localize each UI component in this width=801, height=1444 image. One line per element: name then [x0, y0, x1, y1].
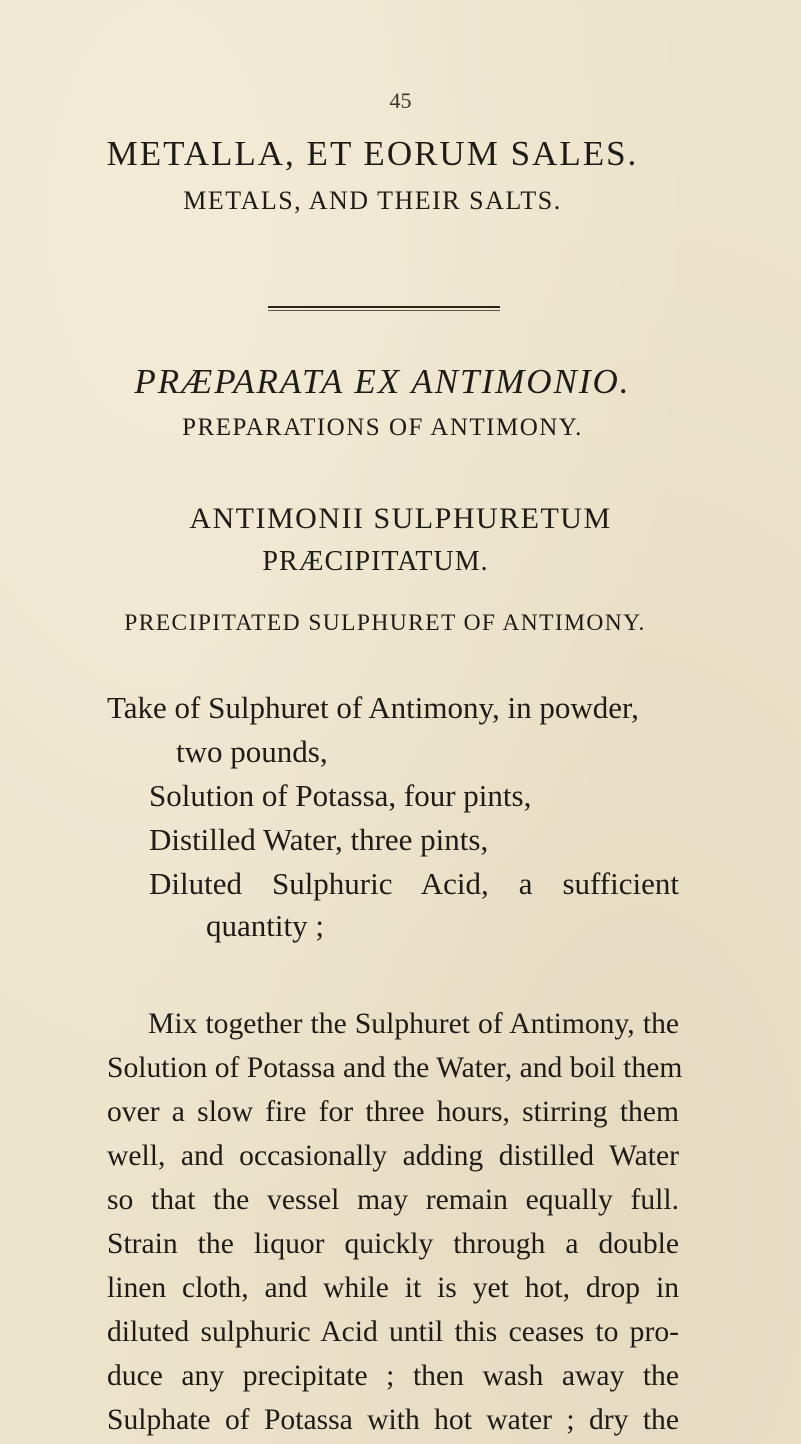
- paragraph-line: so that the vessel may remain equally full.: [107, 1184, 679, 1216]
- preparation-heading-english: PRECIPITATED SULPHURET OF ANTIMONY.: [124, 610, 646, 636]
- paragraph-line: diluted sulphuric Acid until this ceases to pro-: [107, 1316, 679, 1348]
- chapter-title-english: METALS, AND THEIR SALTS.: [183, 186, 562, 215]
- paragraph-line: over a slow fire for three hours, stirring them: [107, 1096, 679, 1128]
- section-title-english: PREPARATIONS OF ANTIMONY.: [182, 414, 583, 441]
- paragraph-line: linen cloth, and while it is yet hot, drop in: [107, 1272, 679, 1304]
- paragraph-line: well, and occasionally adding distilled Water: [107, 1140, 679, 1172]
- paragraph-line: Sulphate of Potassa with hot water ; dry the: [107, 1404, 679, 1436]
- recipe-ingredient: Diluted Sulphuric Acid, a sufficient: [149, 866, 679, 901]
- paragraph-line: Strain the liquor quickly through a double: [107, 1228, 679, 1260]
- preparation-heading-latin-line2: PRÆCIPITATUM.: [262, 546, 489, 577]
- divider-rule: [268, 306, 500, 308]
- page-number: 45: [389, 88, 412, 113]
- recipe-ingredient: Solution of Potassa, four pints,: [149, 778, 532, 813]
- paragraph-line: Mix together the Sulphuret of Antimony, the: [148, 1008, 679, 1040]
- recipe-intro-continued: two pounds,: [176, 734, 328, 769]
- recipe-ingredient: Distilled Water, three pints,: [149, 822, 489, 857]
- chapter-title-latin: METALLA, ET EORUM SALES.: [106, 134, 639, 173]
- paragraph-line: Solution of Potassa and the Water, and boil them: [107, 1052, 683, 1084]
- section-title-latin: PRÆPARATA EX ANTIMONIO.: [134, 362, 631, 401]
- paragraph-line: duce any precipitate ; then wash away the: [107, 1360, 679, 1392]
- preparation-heading-latin-line1: ANTIMONII SULPHURETUM: [189, 502, 612, 535]
- recipe-ingredient-continued: quantity ;: [206, 908, 324, 943]
- recipe-intro: Take of Sulphuret of Antimony, in powder,: [107, 690, 639, 725]
